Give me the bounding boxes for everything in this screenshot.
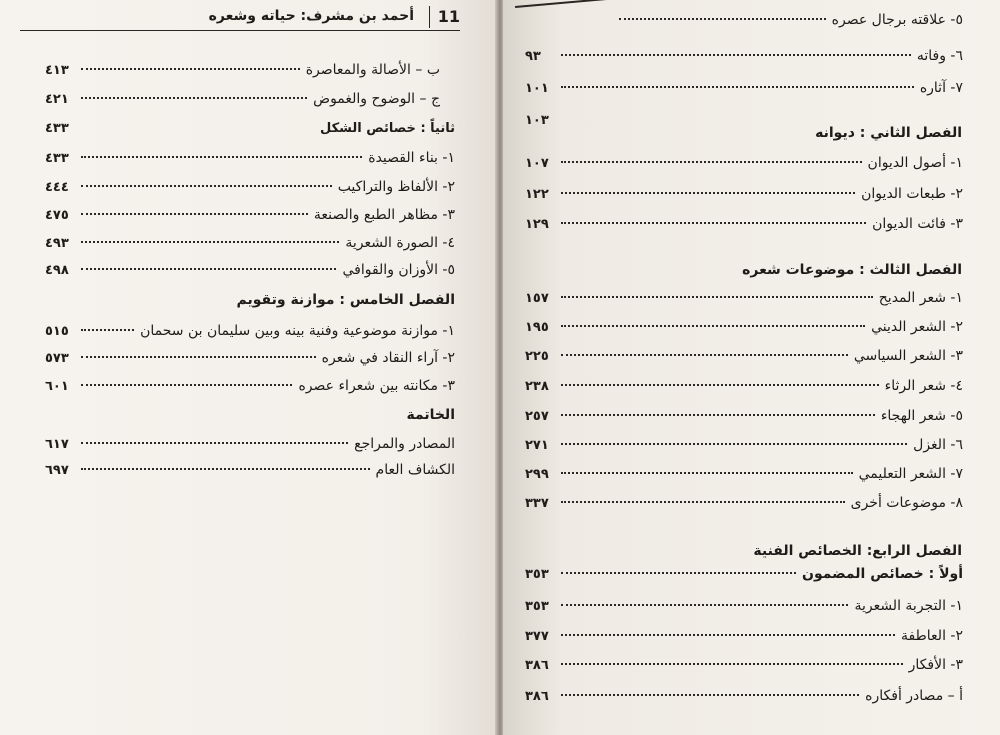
toc-entry[interactable] (525, 566, 963, 582)
toc-entry-title: ٣- الشعر السياسي (853, 348, 963, 364)
leader-dots (561, 161, 862, 163)
toc-entry-title: ٥- علاقته برجال عصره (831, 12, 963, 28)
toc-entry-title: ١- أصول الديوان (867, 155, 963, 171)
toc-entry-page: ٥١٥ (45, 324, 69, 339)
toc-entry[interactable] (45, 323, 455, 339)
toc-entry[interactable] (525, 48, 963, 64)
leader-dots (561, 192, 855, 194)
toc-entry[interactable] (525, 80, 963, 96)
chapter-heading: الفصل الثالث : موضوعات شعره (742, 262, 962, 278)
toc-entry-title: ٧- آثاره (919, 80, 963, 96)
toc-entry-title: ٢- طبعات الديوان (861, 186, 963, 202)
toc-entry-title: المصادر والمراجع (354, 436, 455, 452)
toc-entry-page: ٣٥٣ (525, 599, 549, 614)
toc-entry[interactable] (45, 179, 455, 195)
toc-entry-page: ٢٢٥ (525, 349, 549, 364)
toc-entry[interactable] (525, 466, 963, 482)
toc-entry[interactable] (45, 150, 455, 166)
toc-entry-title: ٢- الشعر الديني (871, 319, 963, 335)
leader-dots (81, 68, 300, 70)
chapter-heading: الفصل الخامس : موازنة وتقويم (236, 292, 455, 308)
leader-dots (561, 86, 914, 88)
toc-entry-title: ج – الوضوح والغموض (313, 91, 440, 107)
leader-dots (561, 222, 866, 224)
toc-entry[interactable] (525, 155, 963, 171)
toc-entry-page: ٤٩٨ (45, 263, 69, 278)
toc-entry[interactable] (525, 437, 963, 453)
toc-entry-title: ٦- وفاته (916, 48, 963, 64)
toc-entry[interactable] (525, 598, 963, 614)
toc-entry[interactable] (525, 186, 963, 202)
toc-entry-title: ٣- الأفكار (908, 657, 963, 673)
toc-entry[interactable] (525, 657, 963, 673)
toc-entry-page: ٢٥٧ (525, 409, 549, 424)
toc-entry-title: ١- بناء القصيدة (368, 150, 455, 166)
toc-entry-title: ٣- مظاهر الطبع والصنعة (313, 207, 455, 223)
leader-dots (81, 213, 308, 215)
leader-dots (561, 604, 848, 606)
leader-dots (561, 663, 903, 665)
toc-entry-page: ١٠١ (525, 81, 549, 96)
leader-dots (561, 384, 879, 386)
toc-entry-page: ٤٢١ (45, 92, 69, 107)
toc-entry-title: أ – مصادر أفكاره (865, 688, 963, 704)
toc-entry[interactable] (525, 495, 963, 511)
toc-entry[interactable] (525, 628, 963, 644)
toc-entry[interactable] (45, 62, 440, 78)
leader-dots (561, 54, 911, 56)
toc-entry-page: ٦٠١ (45, 379, 69, 394)
toc-entry-page: ٦٩٧ (45, 463, 69, 478)
toc-entry[interactable] (525, 290, 963, 306)
toc-entry-title: ٥- الأوزان والقوافي (342, 262, 455, 278)
toc-entry[interactable] (525, 408, 963, 424)
toc-entry-title: أولاً : خصائص المضمون (802, 566, 963, 582)
toc-entry[interactable] (525, 378, 963, 394)
leader-dots (81, 442, 348, 444)
left-page (0, 0, 497, 735)
leader-dots (81, 468, 370, 470)
toc-entry-page: ١٩٥ (525, 320, 549, 335)
leader-dots (561, 354, 848, 356)
leader-dots (81, 384, 292, 386)
toc-entry-title: ٥- شعر الهجاء (880, 408, 963, 424)
leader-dots (561, 572, 796, 574)
toc-entry-title: ٢- آراء النقاد في شعره (321, 350, 455, 366)
toc-entry-title: الكشاف العام (375, 462, 455, 478)
leader-dots (81, 356, 316, 358)
toc-entry[interactable] (45, 436, 455, 452)
leader-dots (81, 268, 336, 270)
page-number: 11 (429, 6, 460, 28)
toc-entry-title: ١- شعر المديح (878, 290, 963, 306)
leader-dots (619, 18, 826, 20)
toc-entry[interactable] (45, 91, 440, 107)
toc-entry-page: ١٥٧ (525, 291, 549, 306)
toc-entry-page: ١٠٧ (525, 156, 549, 171)
toc-entry[interactable] (525, 216, 963, 232)
toc-entry-title: ٢- الألفاظ والتراكيب (337, 179, 455, 195)
page-number-orphan: ١٠٣ (525, 113, 549, 128)
chapter-heading: الفصل الرابع: الخصائص الفنية (753, 543, 962, 559)
leader-dots (561, 694, 859, 696)
toc-entry-page: ٣٨٦ (525, 689, 549, 704)
toc-entry-page: ٢٩٩ (525, 467, 549, 482)
toc-entry-page: ٣٧٧ (525, 629, 549, 644)
running-header (20, 6, 460, 31)
header-rule (515, 0, 714, 7)
leader-dots (81, 126, 314, 128)
leader-dots (81, 185, 332, 187)
toc-entry-page: ٩٣ (525, 49, 541, 64)
toc-entry-title: ١- التجربة الشعرية (854, 598, 963, 614)
leader-dots (81, 156, 362, 158)
leader-dots (561, 472, 853, 474)
leader-dots (561, 443, 907, 445)
toc-entry-title: ٣- مكانته بين شعراء عصره (298, 378, 455, 394)
toc-entry-page: ٢٣٨ (525, 379, 549, 394)
toc-entry[interactable] (45, 378, 455, 394)
toc-entry-page: ٤١٣ (45, 63, 69, 78)
toc-entry-page: ٢٧١ (525, 438, 549, 453)
leader-dots (561, 414, 875, 416)
toc-entry[interactable] (45, 235, 455, 251)
toc-entry-page: ٥٧٣ (45, 351, 69, 366)
chapter-heading: الفصل الثاني : ديوانه (815, 125, 962, 141)
toc-entry[interactable] (525, 688, 963, 704)
toc-entry-page: ١٢٢ (525, 187, 549, 202)
toc-entry[interactable] (45, 350, 455, 366)
toc-entry[interactable] (583, 12, 963, 28)
toc-entry[interactable] (45, 262, 455, 278)
toc-entry-title: ٣- فائت الديوان (872, 216, 963, 232)
toc-entry[interactable] (45, 462, 455, 478)
toc-entry-page: ٤٤٤ (45, 180, 69, 195)
toc-entry-page: ٤٣٣ (45, 151, 69, 166)
toc-entry[interactable] (45, 121, 455, 136)
toc-entry[interactable] (525, 348, 963, 364)
toc-entry-page: ٣٣٧ (525, 496, 549, 511)
toc-entry-title: ٢- العاطفة (901, 628, 963, 644)
toc-entry-title: ثانياً : خصائص الشكل (319, 121, 455, 136)
conclusion-heading: الخاتمة (406, 407, 455, 423)
toc-entry-title: ٤- الصورة الشعرية (345, 235, 455, 251)
toc-entry-title: ٦- الغزل (913, 437, 963, 453)
toc-entry-page: ١٢٩ (525, 217, 549, 232)
leader-dots (81, 329, 134, 331)
leader-dots (561, 296, 873, 298)
leader-dots (561, 501, 845, 503)
toc-entry[interactable] (45, 207, 455, 223)
toc-entry-title: ٤- شعر الرثاء (884, 378, 963, 394)
leader-dots (81, 241, 339, 243)
leader-dots (561, 325, 865, 327)
leader-dots (81, 97, 307, 99)
toc-entry-page: ٦١٧ (45, 437, 69, 452)
toc-entry-title: ٨- موضوعات أخرى (850, 495, 963, 511)
toc-entry-title: ١- موازنة موضوعية وفنية بينه وبين سليمان بن سحمان (140, 323, 455, 339)
toc-entry-title: ب – الأصالة والمعاصرة (305, 62, 440, 78)
toc-entry-page: ٣٨٦ (525, 658, 549, 673)
right-page (503, 0, 1000, 735)
toc-entry-page: ٤٣٣ (45, 121, 69, 136)
toc-entry-page: ٣٥٣ (525, 567, 549, 582)
toc-entry-page: ٤٧٥ (45, 208, 69, 223)
toc-entry-page: ٤٩٣ (45, 236, 69, 251)
toc-entry-title: ٧- الشعر التعليمي (858, 466, 963, 482)
toc-entry[interactable] (525, 319, 963, 335)
running-title: أحمد بن مشرف: حياته وشعره (208, 8, 414, 24)
leader-dots (561, 634, 895, 636)
